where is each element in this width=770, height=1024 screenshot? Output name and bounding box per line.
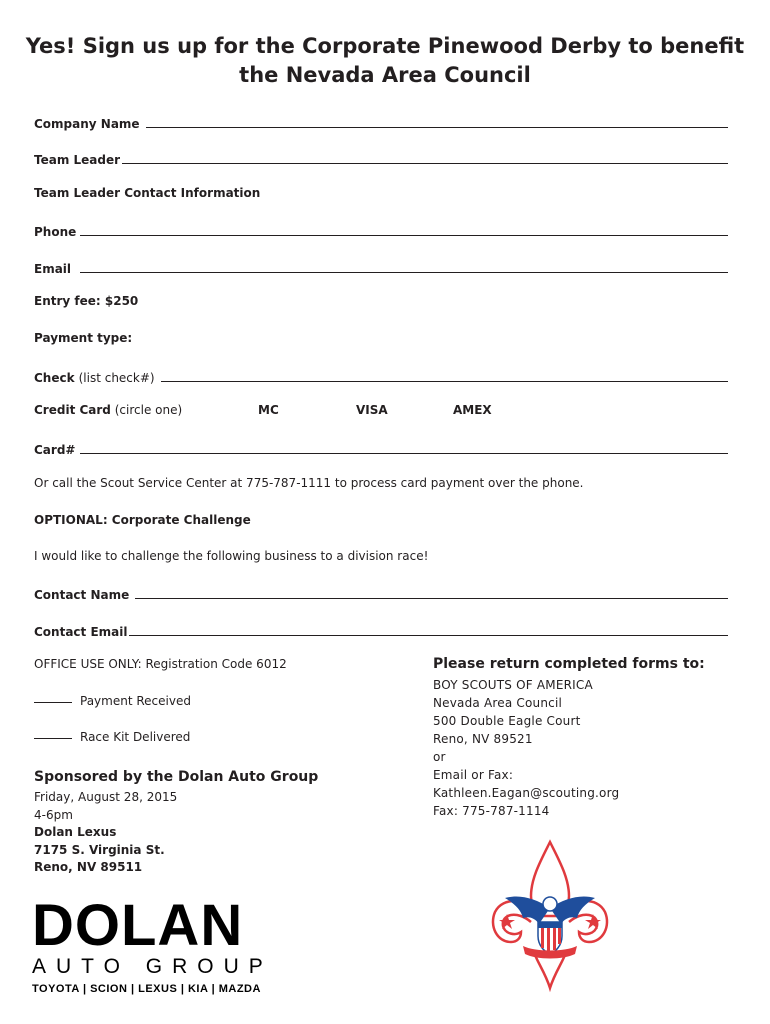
dolan-logo-word: DOLAN	[32, 893, 244, 958]
payment-received-label: Payment Received	[80, 694, 191, 708]
card-option-mc[interactable]: MC	[258, 403, 279, 417]
card-number-label: Card#	[34, 443, 76, 457]
credit-card-row	[34, 403, 182, 417]
check-label: Check	[34, 371, 75, 385]
company-name-line[interactable]	[146, 127, 728, 128]
company-name-field[interactable]	[34, 111, 728, 131]
payment-received-row	[34, 694, 191, 708]
check-line[interactable]	[161, 381, 728, 382]
event-date: Friday, August 28, 2015	[34, 790, 178, 804]
event-city: Reno, NV 89511	[34, 860, 143, 874]
bsa-fleur-de-lis-logo	[485, 838, 615, 993]
return-line: BOY SCOUTS OF AMERICA	[433, 678, 593, 692]
event-street: 7175 S. Virginia St.	[34, 842, 165, 857]
dolan-auto-group-logo	[32, 893, 282, 995]
card-option-amex[interactable]: AMEX	[453, 403, 492, 417]
challenge-text: I would like to challenge the following business to a division race!	[34, 549, 429, 563]
form-title: Yes! Sign us up for the Corporate Pinewood Derby to benefit the Nevada Area Council	[25, 34, 745, 87]
phone-field[interactable]	[34, 219, 728, 239]
contact-name-line[interactable]	[135, 598, 728, 599]
credit-card-note: (circle one)	[114, 403, 183, 417]
sponsor-heading: Sponsored by the Dolan Auto Group	[34, 769, 319, 785]
phone-line[interactable]	[80, 235, 728, 236]
check-field[interactable]	[34, 365, 728, 385]
contact-email-label: Contact Email	[34, 625, 128, 639]
contact-name-field[interactable]	[34, 582, 728, 602]
sponsor-block	[34, 769, 364, 877]
call-note: Or call the Scout Service Center at 775-787-1111 to process card payment over the phone.	[34, 476, 584, 490]
card-option-visa[interactable]: VISA	[356, 403, 388, 417]
contact-name-label: Contact Name	[34, 588, 130, 602]
return-line: Email or Fax:	[433, 768, 514, 782]
return-line: or	[433, 750, 446, 764]
return-line: 500 Double Eagle Court	[433, 714, 581, 728]
contact-info-heading: Team Leader Contact Information	[34, 186, 261, 200]
email-label: Email	[34, 262, 72, 276]
optional-heading: OPTIONAL: Corporate Challenge	[34, 513, 251, 527]
entry-fee: Entry fee: $250	[34, 294, 139, 308]
race-kit-row	[34, 730, 190, 744]
event-time: 4-6pm	[34, 807, 73, 822]
card-number-line[interactable]	[80, 453, 728, 454]
event-venue: Dolan Lexus	[34, 825, 117, 839]
team-leader-line[interactable]	[122, 163, 728, 164]
phone-label: Phone	[34, 225, 77, 239]
email-line[interactable]	[80, 272, 728, 273]
card-number-field[interactable]	[34, 437, 728, 457]
return-line: Reno, NV 89521	[433, 732, 533, 746]
return-line: Nevada Area Council	[433, 696, 563, 710]
dolan-brand-list: TOYOTA | SCION | LEXUS | KIA | MAZDA	[32, 983, 261, 995]
contact-email-line[interactable]	[129, 635, 728, 636]
contact-email-field[interactable]	[34, 619, 728, 639]
payment-type-label: Payment type:	[34, 331, 133, 345]
team-leader-label: Team Leader	[34, 153, 121, 167]
return-email: Kathleen.Eagan@scouting.org	[433, 786, 620, 800]
dolan-logo-sub: AUTO GROUP	[32, 955, 273, 978]
return-address-block	[433, 656, 733, 820]
return-heading: Please return completed forms to:	[433, 656, 705, 672]
company-name-label: Company Name	[34, 117, 140, 131]
payment-received-blank[interactable]	[34, 702, 72, 703]
team-leader-field[interactable]	[34, 147, 728, 167]
race-kit-blank[interactable]	[34, 738, 72, 739]
check-note: (list check#)	[78, 371, 155, 385]
email-field[interactable]	[34, 256, 728, 276]
office-use-heading: OFFICE USE ONLY: Registration Code 6012	[34, 657, 287, 671]
race-kit-label: Race Kit Delivered	[80, 730, 191, 744]
return-fax: Fax: 775-787-1114	[433, 804, 550, 818]
credit-card-label: Credit Card	[34, 403, 111, 417]
